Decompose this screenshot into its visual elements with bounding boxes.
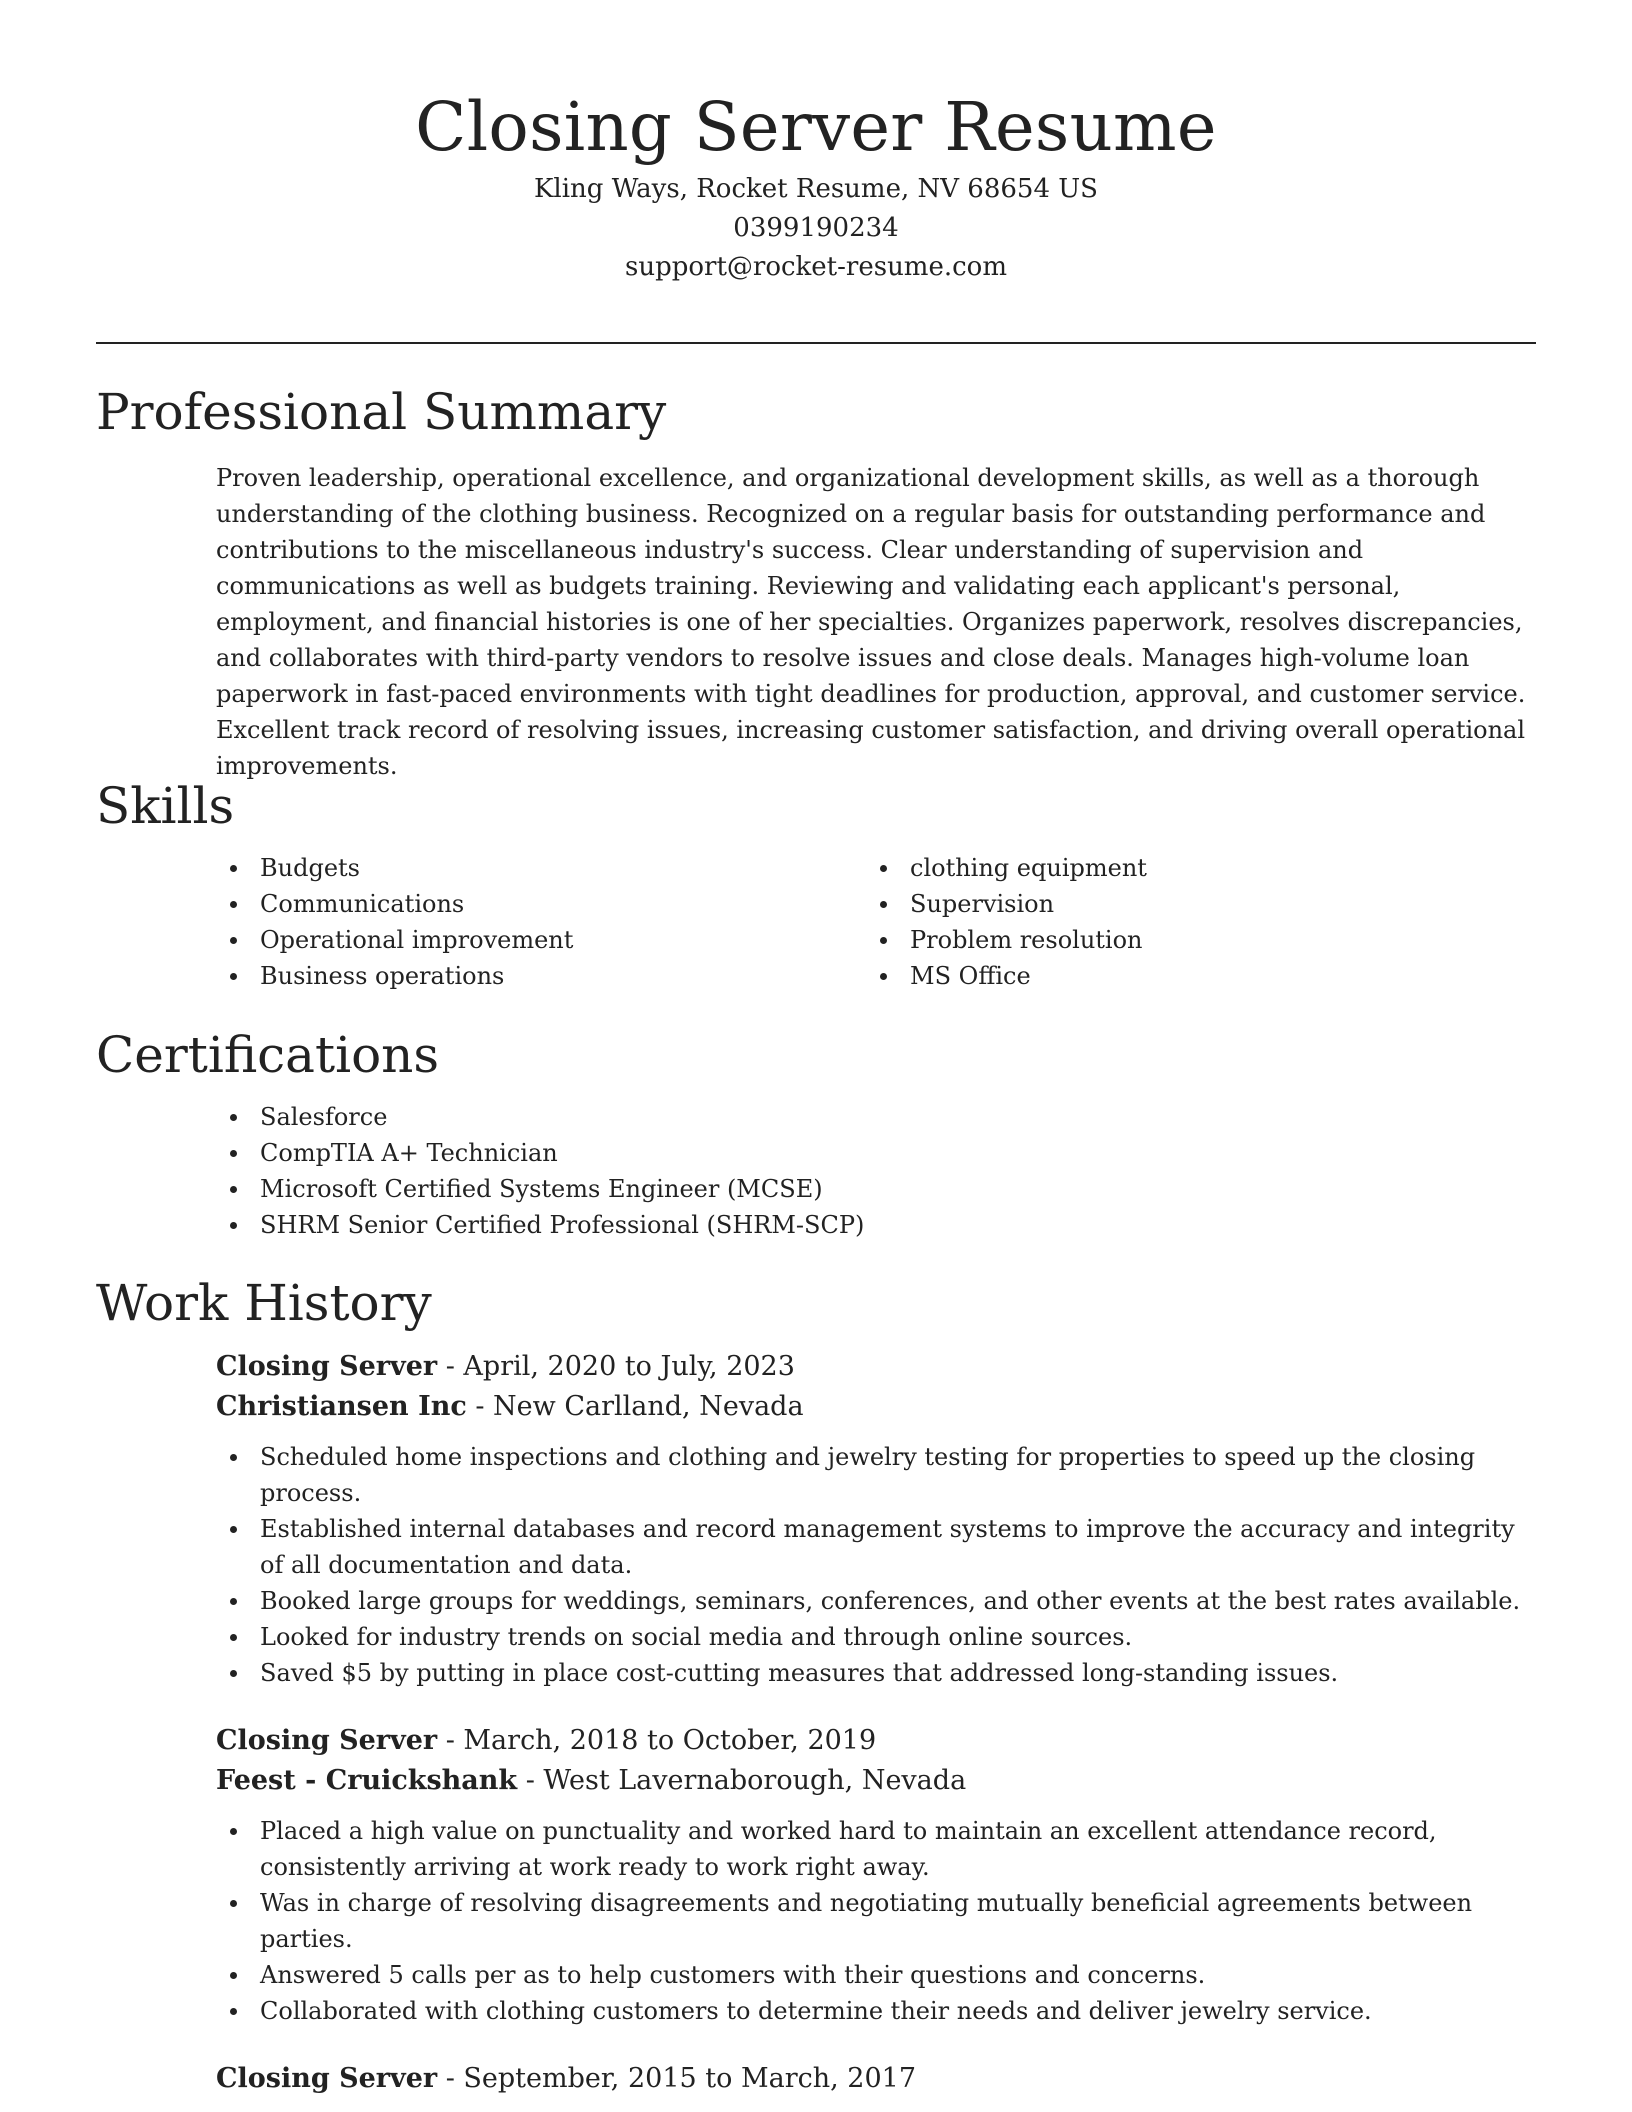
job-company-line xyxy=(216,1761,1536,1801)
job-bullet: Answered 5 calls per as to help customers with their questions and concerns. xyxy=(96,1957,1540,1993)
job-location: - West Lavernaborough, Nevada xyxy=(517,1765,967,1796)
job-title-line xyxy=(216,2059,1536,2099)
work-history-section xyxy=(96,1271,1536,2099)
job-bullet: Collaborated with clothing customers to determine their needs and deliver jewelry service. xyxy=(96,1993,1540,2029)
job-entry xyxy=(96,1721,1536,2029)
job-bullet: Scheduled home inspections and clothing and jewelry testing for properties to speed up the closing process. xyxy=(96,1439,1540,1511)
resume-title: Closing Server Resume xyxy=(415,88,1217,166)
skills-list-left xyxy=(96,850,746,994)
skills-section xyxy=(96,774,1536,994)
job-role: Closing Server xyxy=(216,1725,438,1756)
job-bullets xyxy=(96,1813,1536,2029)
job-bullet: Booked large groups for weddings, seminars, conferences, and other events at the best rates available. xyxy=(96,1583,1540,1619)
summary-heading: Professional Summary xyxy=(96,383,667,441)
job-bullet: Established internal databases and record management systems to improve the accuracy and integrity of all documentation and data. xyxy=(96,1511,1540,1583)
skill-item: Problem resolution xyxy=(746,922,1396,958)
job-entry xyxy=(96,2059,1536,2099)
skill-item: Supervision xyxy=(746,886,1396,922)
summary-section xyxy=(96,380,1536,784)
skill-item: Communications xyxy=(96,886,746,922)
certification-item: CompTIA A+ Technician xyxy=(96,1135,1536,1171)
job-dates: - September, 2015 to March, 2017 xyxy=(437,2063,916,2094)
job-dates: - April, 2020 to July, 2023 xyxy=(437,1351,795,1382)
certification-item: Microsoft Certified Systems Engineer (MCSE) xyxy=(96,1171,1536,1207)
resume-header xyxy=(0,0,1632,287)
job-role: Closing Server xyxy=(216,2063,438,2094)
job-company: Christiansen Inc xyxy=(216,1391,467,1422)
job-location: - New Carlland, Nevada xyxy=(466,1391,804,1422)
certification-item: Salesforce xyxy=(96,1099,1536,1135)
certification-item: SHRM Senior Certified Professional (SHRM-SCP) xyxy=(96,1207,1536,1243)
job-bullet: Saved $5 by putting in place cost-cutting measures that addressed long-standing issues. xyxy=(96,1655,1540,1691)
skill-item: Business operations xyxy=(96,958,746,994)
job-bullet: Placed a high value on punctuality and worked hard to maintain an excellent attendance record, consistently arriving at work ready to work right away. xyxy=(96,1813,1540,1885)
job-bullet: Looked for industry trends on social media and through online sources. xyxy=(96,1619,1540,1655)
skill-item: Operational improvement xyxy=(96,922,746,958)
skills-grid xyxy=(96,850,1536,994)
job-dates: - March, 2018 to October, 2019 xyxy=(437,1725,877,1756)
skill-item: clothing equipment xyxy=(746,850,1396,886)
contact-address: Kling Ways, Rocket Resume, NV 68654 US xyxy=(534,174,1098,204)
summary-text: Proven leadership, operational excellence, and organizational development skills, as well as a thorough understanding of the clothing business. Recognized on a regular basis for outstanding performance and contributions to the miscellaneous industry's success. Clear understanding of supervision and communications as well as budgets training. Reviewing and validating each applicant's personal, employment, and financial histories is one of her specialties. Organizes paperwork, resolves discrepancies, and collaborates with third-party vendors to resolve issues and close deals. Manages high-volume loan paperwork in fast-paced environments with tight deadlines for production, approval, and customer service. Excellent track record of resolving issues, increasing customer satisfaction, and driving overall operational improvements. xyxy=(216,464,1526,780)
job-bullets xyxy=(96,1439,1536,1691)
skill-item: Budgets xyxy=(96,850,746,886)
work-history-heading: Work History xyxy=(96,1274,432,1332)
job-title-line xyxy=(216,1347,1536,1387)
skills-heading: Skills xyxy=(96,777,235,835)
contact-email: support@rocket-resume.com xyxy=(624,252,1007,282)
certifications-heading: Certifications xyxy=(96,1026,440,1084)
contact-phone: 0399190234 xyxy=(733,213,899,243)
skill-item: MS Office xyxy=(746,958,1396,994)
skills-list-right xyxy=(746,850,1396,994)
job-company: Feest - Cruickshank xyxy=(216,1765,518,1796)
job-role: Closing Server xyxy=(216,1351,438,1382)
certifications-list xyxy=(96,1099,1536,1243)
header-divider xyxy=(96,342,1536,344)
job-title-line xyxy=(216,1721,1536,1761)
job-company-line xyxy=(216,1387,1536,1427)
job-bullet: Was in charge of resolving disagreements and negotiating mutually beneficial agreements between parties. xyxy=(96,1885,1540,1957)
job-entry xyxy=(96,1347,1536,1691)
certifications-section xyxy=(96,1023,1536,1243)
